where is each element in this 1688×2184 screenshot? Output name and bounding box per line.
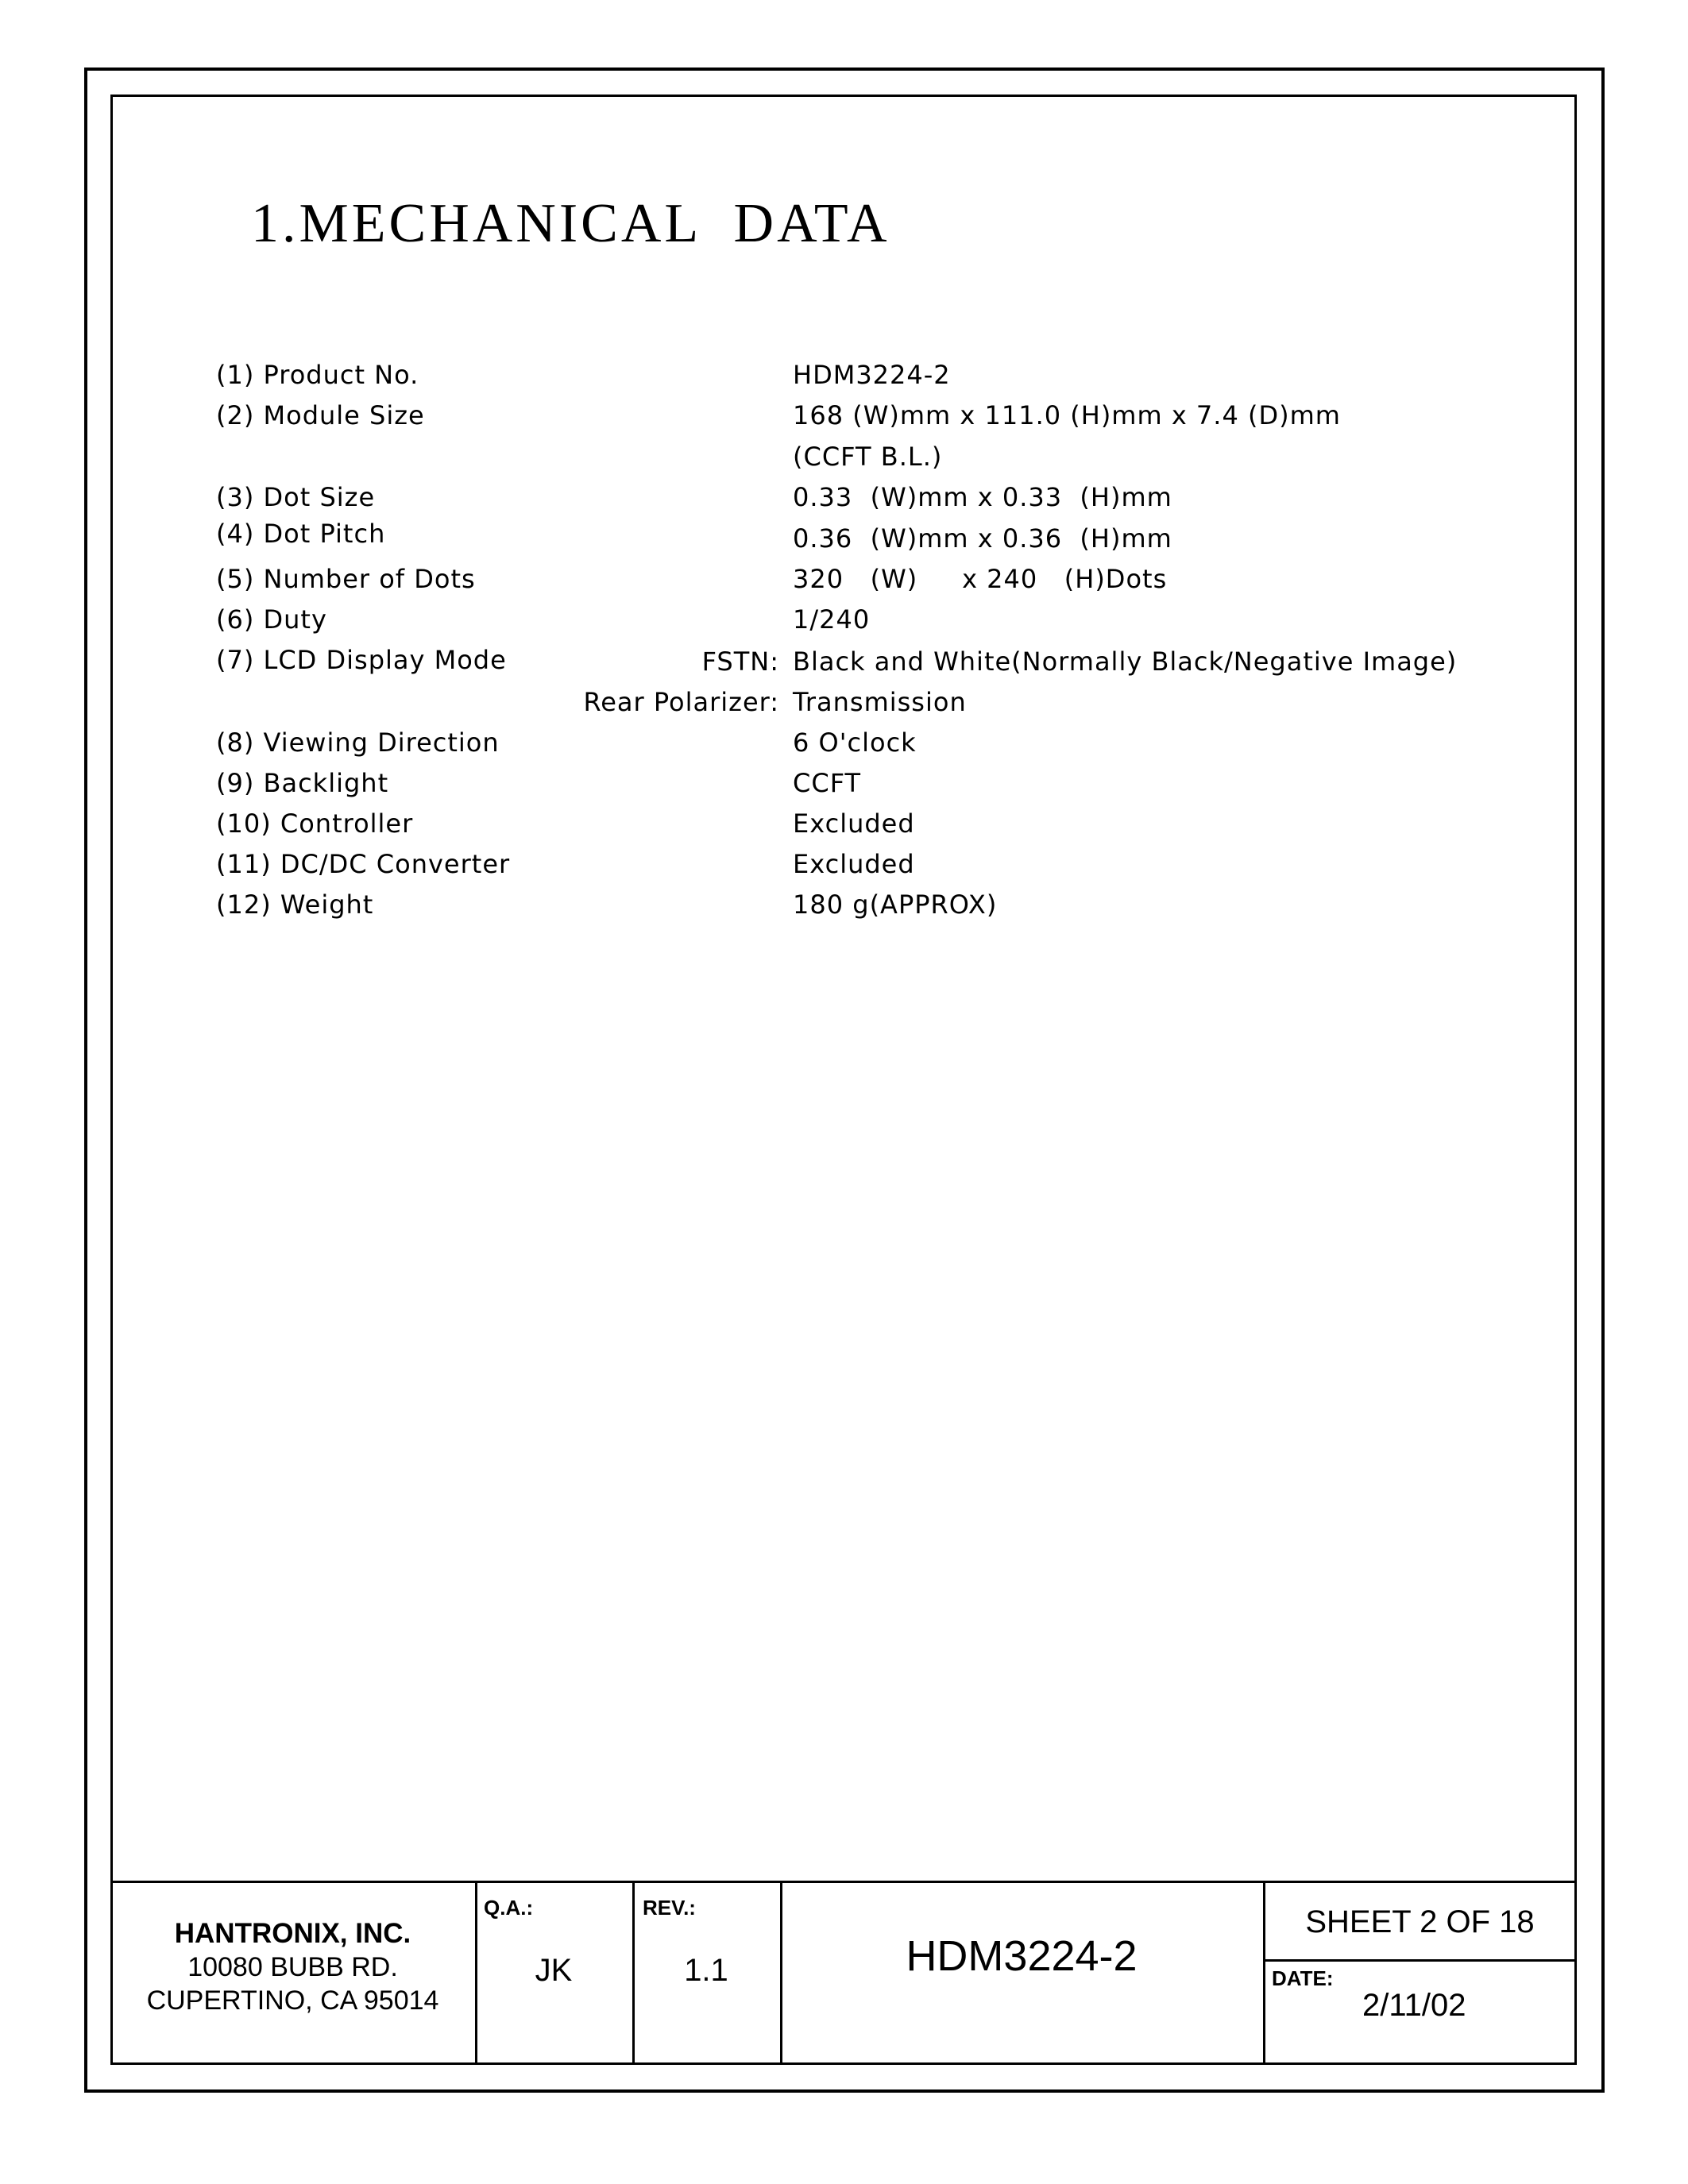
spec-label-dot-size: (3) Dot Size [216,482,376,512]
spec-value-module-size: 168 (W)mm x 111.0 (H)mm x 7.4 (D)mm [793,400,1341,430]
spec-value-dcdc-converter: Excluded [793,849,915,879]
spec-value-dot-size: 0.33 (W)mm x 0.33 (H)mm [793,482,1172,512]
spec-label-controller: (10) Controller [216,808,414,839]
spec-value-controller: Excluded [793,808,915,839]
page-title: 1.MECHANICAL DATA [251,193,890,254]
qa-value: JK [535,1953,573,1988]
spec-value-lcd-display-mode: Black and White(Normally Black/Negative Image) [793,646,1458,677]
spec-label-dcdc-converter: (11) DC/DC Converter [216,849,511,879]
spec-label-lcd-display-mode: (7) LCD Display Mode [216,645,507,675]
spec-label-product-no: (1) Product No. [216,360,419,390]
spec-label-weight: (12) Weight [216,889,374,920]
spec-label-module-size: (2) Module Size [216,400,425,430]
spec-value-dot-pitch: 0.36 (W)mm x 0.36 (H)mm [793,523,1172,554]
rev-label: REV.: [643,1896,696,1920]
part-number: HDM3224-2 [906,1932,1138,1980]
spec-value-number-of-dots: 320 (W) x 240 (H)Dots [793,564,1168,594]
inner-border [110,95,1577,2065]
company-address-line1: 10080 BUBB RD. [187,1952,398,1982]
spec-value-duty: 1/240 [793,604,871,635]
spec-label-duty: (6) Duty [216,604,327,635]
spec-value-backlight: CCFT [793,768,862,798]
title-block [110,1881,1577,2065]
spec-label-backlight: (9) Backlight [216,768,389,798]
spec-value-product-no: HDM3224-2 [793,360,951,390]
spec-value-weight: 180 g(APPROX) [793,889,998,920]
sheet-number: SHEET 2 OF 18 [1305,1904,1535,1939]
spec-value-viewing-direction: 6 O'clock [793,727,917,758]
rev-value: 1.1 [684,1953,728,1988]
spec-value-rear-polarizer: Transmission [793,687,967,717]
qa-label: Q.A.: [484,1896,534,1920]
spec-sub-rear-polarizer: Rear Polarizer: [583,687,779,717]
company-name: HANTRONIX, INC. [174,1918,411,1949]
company-address-line2: CUPERTINO, CA 95014 [146,1985,439,2016]
date-label: DATE: [1272,1966,1334,1990]
date-value: 2/11/02 [1362,1988,1466,2023]
spec-label-viewing-direction: (8) Viewing Direction [216,727,500,758]
title-block-divider [1263,1959,1577,1962]
spec-sub-fstn: FSTN: [701,646,779,677]
spec-label-number-of-dots: (5) Number of Dots [216,564,476,594]
spec-label-dot-pitch: (4) Dot Pitch [216,519,386,549]
spec-value-module-size-note: (CCFT B.L.) [793,442,943,472]
